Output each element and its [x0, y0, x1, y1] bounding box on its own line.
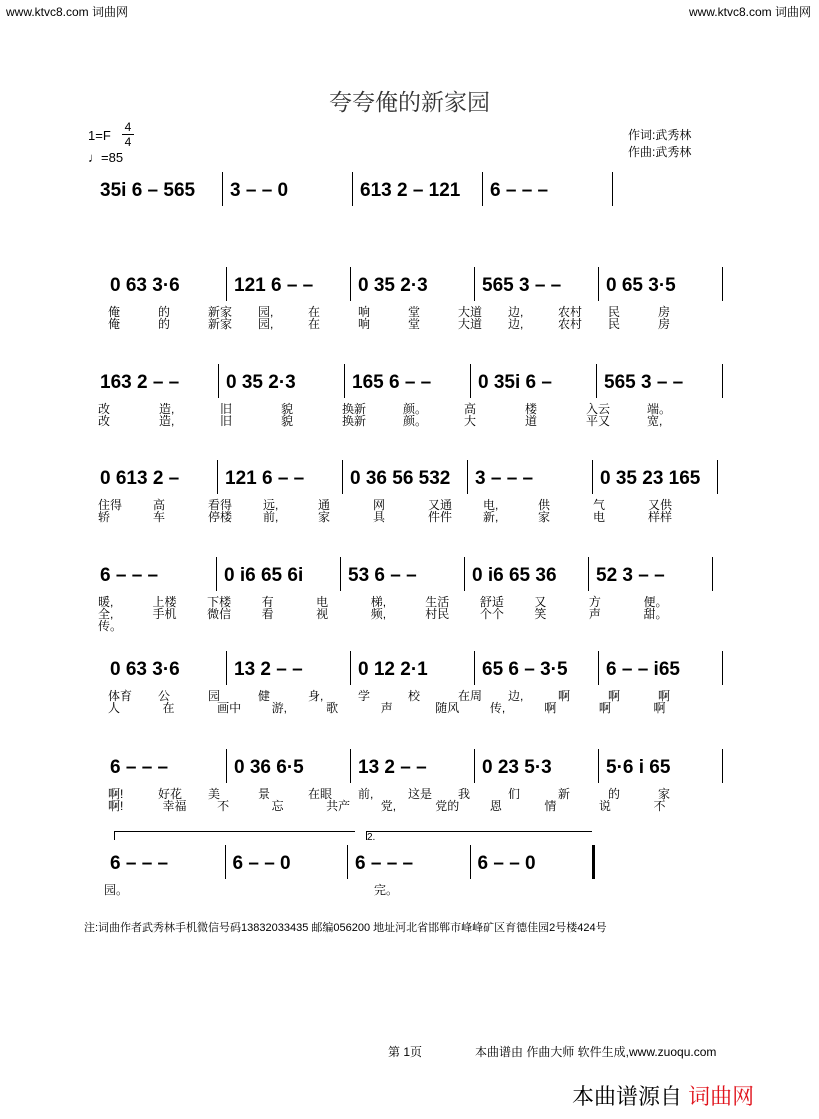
- lyric-word: 高: [153, 498, 166, 512]
- lyric-word: 们: [508, 787, 521, 801]
- bar-line: [225, 845, 226, 879]
- bar-line: [470, 845, 471, 879]
- lyric-word: 电: [316, 595, 329, 609]
- lyrics-line: [104, 699, 724, 713]
- bar-line: [350, 749, 351, 783]
- credits: [628, 127, 691, 161]
- measure: 3 – – –: [475, 468, 534, 489]
- lyric-word: 又: [534, 595, 547, 609]
- measure: 3 – – 0: [230, 180, 289, 201]
- lyric-word: 美: [208, 787, 221, 801]
- lyric-word: 园,: [258, 305, 274, 319]
- lyric-word: 楼: [525, 402, 538, 416]
- notes-line: [94, 565, 714, 591]
- measure: 0 613 2 –: [100, 468, 180, 489]
- tempo-value: =85: [101, 150, 124, 165]
- lyrics-line: [104, 797, 724, 811]
- notes-line: [104, 853, 594, 879]
- lyric-word: 又通: [428, 498, 453, 512]
- bar-line: [722, 267, 723, 301]
- measure: 165 6 – –: [352, 372, 432, 393]
- lyric-word: 啊!: [108, 787, 124, 801]
- lyric-word: 身,: [308, 689, 324, 703]
- lyric-word: 画中: [217, 701, 242, 715]
- bar-line: [216, 557, 217, 591]
- lyric-word: 堂: [408, 305, 421, 319]
- measure: 6 – – –: [355, 853, 414, 874]
- lyric-word: 完。: [374, 883, 399, 897]
- lyric-word: 造,: [159, 414, 175, 428]
- time-signature-top: 4: [124, 120, 132, 134]
- lyric-word: 便。: [643, 595, 668, 609]
- lyric-word: 声: [380, 701, 393, 715]
- page-label: 第 1页: [388, 1045, 423, 1059]
- tempo-marking: [88, 150, 123, 165]
- lyric-word: 新,: [483, 510, 499, 524]
- notes-line: [104, 659, 724, 685]
- bar-line: [474, 267, 475, 301]
- lyric-word: 的: [158, 305, 171, 319]
- bar-line: [467, 460, 468, 494]
- bar-line: [722, 364, 723, 398]
- lyric-word: 的: [608, 787, 621, 801]
- lyric-word: 园,: [258, 317, 274, 331]
- lyric-word: 舒适: [479, 595, 504, 609]
- lyric-word: 貌: [281, 402, 294, 416]
- lyric-word: 笑: [534, 607, 547, 621]
- lyric-word: 家: [318, 510, 331, 524]
- source-site: 词曲网: [688, 1084, 755, 1109]
- lyric-word: 视: [316, 607, 329, 621]
- bar-line: [344, 364, 345, 398]
- lyric-word: 说: [598, 799, 611, 813]
- source-prefix: 本曲谱源自: [572, 1084, 683, 1109]
- lyric-word: 健: [258, 689, 271, 703]
- lyric-word: 生活: [425, 595, 450, 609]
- quarter-note-icon: ♩: [88, 150, 101, 165]
- measure: 35i 6 – 565: [100, 180, 196, 201]
- lyric-word: 轿: [98, 510, 111, 524]
- lyric-word: 手机: [152, 607, 177, 621]
- measure: 6 – – –: [490, 180, 549, 201]
- lyric-word: 民: [608, 305, 621, 319]
- measure: 0 35 2·3: [358, 275, 428, 296]
- source-credit: [572, 1080, 754, 1111]
- lyric-word: 旧: [220, 402, 233, 416]
- bar-line: [226, 651, 227, 685]
- lyric-word: 边,: [508, 689, 524, 703]
- lyric-word: 电: [593, 510, 606, 524]
- measure: 6 – – –: [100, 565, 159, 586]
- bar-line: [722, 749, 723, 783]
- measure: 0 63 3·6: [110, 275, 180, 296]
- measure: 0 i6 65 6i: [224, 565, 304, 586]
- lyric-word: 忘: [271, 799, 284, 813]
- bar-line: [350, 651, 351, 685]
- measure: 0 65 3·5: [606, 275, 676, 296]
- measure: 5·6 i 65: [606, 757, 671, 778]
- lyric-word: 园。: [104, 883, 129, 897]
- bar-line: [598, 651, 599, 685]
- song-title: 夸夸俺的新家园: [329, 89, 490, 115]
- bar-line: [588, 557, 589, 591]
- lyric-word: 端。: [647, 402, 672, 416]
- time-signature: [122, 120, 134, 149]
- lyric-word: 改: [98, 402, 111, 416]
- lyric-word: 有: [261, 595, 274, 609]
- lyric-word: 在: [308, 305, 321, 319]
- lyric-word: 换新: [342, 402, 367, 416]
- bar-line: [596, 364, 597, 398]
- lyric-word: 大道: [458, 317, 483, 331]
- lyric-word: 体育: [108, 689, 133, 703]
- bar-line: [342, 460, 343, 494]
- bar-line: [217, 460, 218, 494]
- lyric-word: 频,: [370, 607, 387, 621]
- lyric-word: 这是: [408, 787, 433, 801]
- lyric-word: 下楼: [207, 595, 232, 609]
- lyrics-line: [94, 508, 719, 522]
- generator-credit: 本曲谱由 作曲大师 软件生成,www.zuoqu.com: [475, 1045, 717, 1059]
- bar-line: [226, 267, 227, 301]
- lyric-word: 在眼: [308, 787, 333, 801]
- lyric-word: 的: [158, 317, 171, 331]
- lyric-word: 房: [658, 305, 671, 319]
- bar-line: [347, 845, 348, 879]
- lyric-word: 前,: [263, 510, 279, 524]
- measure: 0 35 23 165: [600, 468, 701, 489]
- measure: 163 2 – –: [100, 372, 180, 393]
- lyric-word: 大: [464, 414, 477, 428]
- lyric-word: 电,: [483, 498, 499, 512]
- notes-line: [104, 757, 724, 783]
- measure: 13 2 – –: [234, 659, 303, 680]
- measure: 0 35 2·3: [226, 372, 296, 393]
- measure: 6 – – 0: [477, 853, 536, 874]
- lyric-word: 党的: [435, 799, 460, 813]
- lyric-word: 改: [98, 414, 111, 428]
- measure: 0 i6 65 36: [472, 565, 557, 586]
- lyric-word: 看得: [208, 498, 233, 512]
- lyric-word: 供: [538, 498, 551, 512]
- lyric-word: 件件: [428, 510, 453, 524]
- measure: 6 – – –: [110, 853, 169, 874]
- lyric-word: 堂: [408, 317, 421, 331]
- lyric-word: 道: [525, 414, 538, 428]
- measure: 65 6 – 3·5: [482, 659, 568, 680]
- bar-line: [598, 267, 599, 301]
- lyric-word: 前,: [358, 787, 374, 801]
- lyric-word: 恩: [489, 799, 502, 813]
- measure: 6 – – i65: [606, 659, 680, 680]
- lyric-word: 新: [558, 787, 571, 801]
- lyric-word: 俺: [108, 305, 121, 319]
- lyric-word: 啊: [544, 701, 557, 715]
- lyricist: 作词:武秀林: [628, 128, 692, 142]
- bar-line: [592, 460, 593, 494]
- lyric-word: 家: [538, 510, 551, 524]
- lyric-word: 啊: [608, 689, 621, 703]
- lyric-word: 高: [464, 402, 477, 416]
- notes-line: [94, 372, 724, 398]
- measure: 613 2 – 121: [360, 180, 461, 201]
- lyric-word: 不: [653, 799, 666, 813]
- lyric-word: 幸福: [162, 799, 187, 813]
- lyric-word: 微信: [207, 607, 232, 621]
- measure: 0 35i 6 –: [478, 372, 552, 393]
- bar-line: [612, 172, 613, 206]
- lyric-word: 声: [588, 607, 601, 621]
- bar-line: [598, 749, 599, 783]
- lyric-word: 造,: [159, 402, 175, 416]
- measure: 6 – – 0: [232, 853, 291, 874]
- bar-line: [218, 364, 219, 398]
- key-signature: 1=F: [88, 128, 111, 143]
- bar-line: [712, 557, 713, 591]
- lyric-word: 俺: [108, 317, 121, 331]
- measure: 565 3 – –: [482, 275, 562, 296]
- lyric-word: 网: [373, 498, 386, 512]
- bar-line: [717, 460, 718, 494]
- lyrics-line: [104, 881, 594, 895]
- lyric-word: 样样: [648, 510, 673, 524]
- lyric-word: 边,: [508, 305, 524, 319]
- lyric-word: 气: [593, 498, 606, 512]
- lyric-word: 歌: [326, 701, 339, 715]
- lyric-word: 颜。: [403, 402, 428, 416]
- lyric-word: 大道: [458, 305, 483, 319]
- lyric-word: 情: [544, 799, 557, 813]
- lyric-word: 看: [261, 607, 274, 621]
- lyric-word: 住得: [98, 498, 123, 512]
- lyric-word: 人: [108, 701, 121, 715]
- lyric-word: 在: [308, 317, 321, 331]
- time-signature-bottom: 4: [124, 135, 132, 149]
- bar-line: [464, 557, 465, 591]
- lyric-word: 甜。: [643, 607, 668, 621]
- lyric-word: 好花: [158, 787, 183, 801]
- lyric-word: 传,: [489, 701, 506, 715]
- lyric-word: 梯,: [370, 595, 387, 609]
- lyric-word: 新家: [208, 317, 233, 331]
- bar-line: [592, 845, 595, 879]
- lyric-word: 通: [318, 498, 331, 512]
- lyric-word: 又供: [648, 498, 673, 512]
- lyric-word: 具: [373, 510, 386, 524]
- lyric-word: 公: [158, 689, 171, 703]
- lyric-word: 农村: [558, 317, 583, 331]
- lyric-word: 学: [358, 689, 371, 703]
- bar-line: [340, 557, 341, 591]
- lyric-word: 车: [153, 510, 166, 524]
- lyric-word: 在: [162, 701, 175, 715]
- lyric-word: 响: [358, 305, 371, 319]
- measure: 121 6 – –: [225, 468, 305, 489]
- lyric-word: 游,: [271, 701, 287, 715]
- lyric-word: 啊: [653, 701, 666, 715]
- lyric-word: 入云: [586, 402, 611, 416]
- lyrics-line: [94, 617, 714, 631]
- watermark-right: www.ktvc8.com 词曲网: [688, 5, 811, 19]
- lyric-word: 随风: [435, 701, 460, 715]
- lyric-word: 颜。: [403, 414, 428, 428]
- volta-second-ending: 2.: [366, 831, 592, 840]
- lyric-word: 在周: [458, 689, 483, 703]
- lyric-word: 方: [588, 595, 601, 609]
- bar-line: [474, 749, 475, 783]
- lyrics-line: [94, 412, 724, 426]
- measure: 53 6 – –: [348, 565, 417, 586]
- lyric-word: 啊: [558, 689, 571, 703]
- lyric-word: 换新: [342, 414, 367, 428]
- lyric-word: 民: [608, 317, 621, 331]
- lyric-word: 共产: [326, 799, 351, 813]
- lyrics-line: [104, 315, 724, 329]
- lyric-word: 啊: [658, 689, 671, 703]
- notes-line: [104, 275, 724, 301]
- lyric-word: 上楼: [152, 595, 177, 609]
- lyric-word: 新家: [208, 305, 233, 319]
- footnote: 注:词曲作者武秀林手机微信号码13832033435 邮编056200 地址河北省邯郸市峰峰矿区育德佳园2号楼424号: [84, 922, 607, 934]
- lyric-word: 啊!: [108, 799, 124, 813]
- measure: 13 2 – –: [358, 757, 427, 778]
- watermark-left: www.ktvc8.com 词曲网: [6, 5, 129, 19]
- bar-line: [226, 749, 227, 783]
- bar-line: [222, 172, 223, 206]
- bar-line: [470, 364, 471, 398]
- measure: 0 23 5·3: [482, 757, 552, 778]
- lyric-word: 宽,: [647, 414, 663, 428]
- bar-line: [352, 172, 353, 206]
- lyric-word: 貌: [281, 414, 294, 428]
- measure: 0 12 2·1: [358, 659, 428, 680]
- bar-line: [474, 651, 475, 685]
- lyric-word: 景: [258, 787, 271, 801]
- lyric-word: 响: [358, 317, 371, 331]
- lyric-word: 旧: [220, 414, 233, 428]
- notes-line: [94, 468, 719, 494]
- lyric-word: 村民: [425, 607, 450, 621]
- measure: 0 36 56 532: [350, 468, 451, 489]
- volta-first-ending: [114, 831, 355, 840]
- composer: 作曲:武秀林: [628, 145, 692, 159]
- lyric-word: 暖,: [98, 595, 114, 609]
- measure: 0 36 6·5: [234, 757, 304, 778]
- lyric-word: 远,: [263, 498, 279, 512]
- lyric-word: 啊: [598, 701, 611, 715]
- lyric-word: 农村: [558, 305, 583, 319]
- bar-line: [350, 267, 351, 301]
- lyric-word: 全,: [98, 607, 114, 621]
- measure: 6 – – –: [110, 757, 169, 778]
- lyric-word: 停楼: [208, 510, 233, 524]
- measure: 52 3 – –: [596, 565, 665, 586]
- notes-line: [94, 180, 614, 206]
- lyric-word: 我: [458, 787, 471, 801]
- measure: 565 3 – –: [604, 372, 684, 393]
- measure: 121 6 – –: [234, 275, 314, 296]
- lyric-word: 党,: [380, 799, 397, 813]
- lyric-word: 个个: [479, 607, 504, 621]
- lyric-word: 校: [408, 689, 421, 703]
- measure: 0 63 3·6: [110, 659, 180, 680]
- lyric-word: 传。: [98, 619, 123, 633]
- bar-line: [482, 172, 483, 206]
- lyric-word: 平又: [586, 414, 611, 428]
- lyric-word: 家: [658, 787, 671, 801]
- lyric-word: 边,: [508, 317, 524, 331]
- lyric-word: 不: [217, 799, 230, 813]
- lyric-word: 房: [658, 317, 671, 331]
- lyric-word: 园: [208, 689, 221, 703]
- bar-line: [722, 651, 723, 685]
